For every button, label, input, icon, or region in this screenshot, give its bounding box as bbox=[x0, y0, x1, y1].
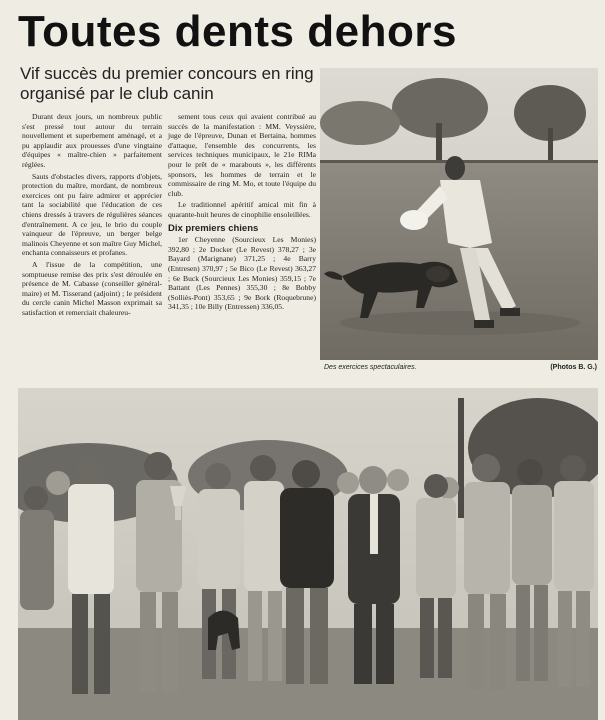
paragraph: Le traditionnel apéritif amical mit fin à quarante-huit heures de cinophilie ensoleillées. bbox=[168, 200, 316, 219]
paragraph: Durant deux jours, un nombreux public s'est pressé tout autour du terrain nouvellement et superbement aménagé, et a pu applaudir aux prouesses d'une vingtaine d'équipes « maître-chien » parfaitement réglées. bbox=[22, 112, 162, 169]
photo-credit: (Photos B. G.) bbox=[550, 364, 597, 371]
article-column-2 bbox=[168, 112, 316, 314]
photo-caption: Des exercices spectaculaires. bbox=[324, 364, 417, 371]
ranking-heading: Dix premiers chiens bbox=[168, 222, 259, 234]
photo-group-ceremony bbox=[18, 388, 598, 720]
headline: Toutes dents dehors bbox=[18, 7, 457, 56]
ranking-list: 1er Cheyenne (Sourcieux Les Monies) 392,80 ; 2e Docker (Le Revest) 378,27 ; 3e Bayard (Marignane) 371,25 ; 4e Barry (Entresen) 370,97 ; 5e Bico (Le Revest) 363,27 ; 6e Buck (Sourcieux Les Monies) 359,15 ; 7e Battant (Les Pennes) 355,30 ; 8e Bobby (Solliès-Pont) 353,65 ; 9e Bork (Roquebrune) 341,35 ; 10e Billy (Entressen) 336,05. bbox=[168, 235, 316, 312]
photo-dog-attack bbox=[320, 68, 598, 360]
subhead: Vif succès du premier concours en ring organisé par le club canin bbox=[20, 64, 314, 103]
article-column-1 bbox=[22, 112, 162, 319]
paragraph: A l'issue de la compétition, une somptueuse remise des prix s'est déroulée en présence de M. Cabasse (conseiller général-maire) et M. Tisserand (adjoint) ; le président du cercle canin Michel Masson exprimait sa satisfaction et remerciait chaleureu- bbox=[22, 259, 162, 317]
paragraph: Sauts d'obstacles divers, rapports d'objets, protection du maître, mordant, de nombreux exercices ont pu faire admirer et apprécier tant la sociabilité que l'éducation de ces chiens dressés à travers de régulières séances d'entraînement. A ce jeu, le brio du couple vainqueur de l'épreuve, un berger belge malinois Cheyenne et son maître Guy Michel, enchanta connaisseurs et profanes. bbox=[22, 171, 162, 258]
paragraph: sement tous ceux qui avaient contribué au succès de la manifestation : MM. Veyssière, juge de l'épreuve, Dunan et Bertaina, hommes d'attaque, l'ensemble des concurrents, les services techniques municipaux, le 21e RIMa pour le prêt de « marabouts », les différents sponsors, les hommes de terrain et le commissaire de ring M. Mo, et toute l'équipe du club. bbox=[168, 112, 316, 198]
